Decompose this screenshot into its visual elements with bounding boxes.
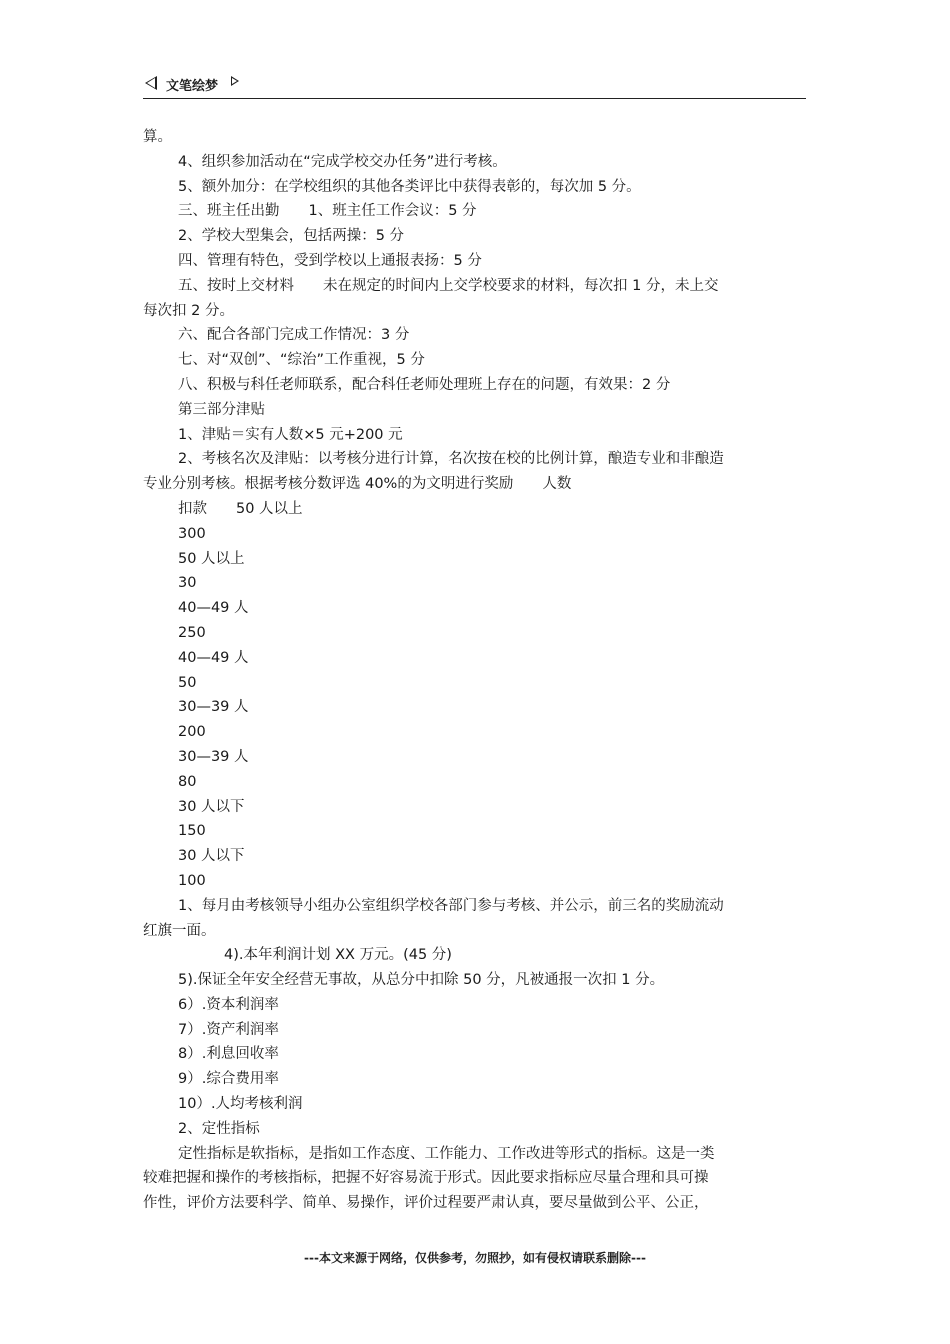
text-line: 专业分别考核。根据考核分数评选 40%的为文明进行奖励 人数 bbox=[143, 476, 572, 493]
text-line: 250 bbox=[178, 624, 206, 641]
text-line: 100 bbox=[178, 872, 206, 889]
text-line: 30 bbox=[178, 575, 197, 592]
header-brand: 文笔绘梦 bbox=[166, 79, 219, 94]
text-line: 四、管理有特色，受到学校以上通报表扬：5 分 bbox=[178, 252, 482, 269]
text-line: 7）.资产利润率 bbox=[178, 1021, 279, 1038]
text-line: 第三部分津贴 bbox=[178, 401, 265, 418]
text-line: 三、班主任出勤 1、班主任工作会议：5 分 bbox=[178, 203, 477, 220]
text-line: 300 bbox=[178, 525, 206, 542]
text-line: 6）.资本利润率 bbox=[178, 996, 279, 1013]
text-line: 9）.综合费用率 bbox=[178, 1071, 279, 1088]
text-line: 红旗一面。 bbox=[143, 922, 216, 939]
triangle-left-icon bbox=[145, 76, 157, 90]
text-line: 50 人以上 bbox=[178, 550, 245, 567]
text-line: 2、学校大型集会，包括两操：5 分 bbox=[178, 228, 405, 245]
text-line: 30 人以下 bbox=[178, 848, 245, 865]
text-line: 2、考核名次及津贴：以考核分进行计算，名次按在校的比例计算，酿造专业和非酿造 bbox=[178, 451, 724, 468]
triangle-right-icon bbox=[231, 76, 239, 86]
text-line: 算。 bbox=[143, 129, 172, 145]
document-body bbox=[143, 125, 806, 1216]
page-header bbox=[143, 70, 806, 99]
text-line: 150 bbox=[178, 823, 206, 840]
text-line: 4、组织参加活动在“完成学校交办任务”进行考核。 bbox=[178, 153, 507, 170]
text-line: 八、积极与科任老师联系，配合科任老师处理班上存在的问题，有效果：2 分 bbox=[178, 376, 671, 393]
text-line: 5、额外加分：在学校组织的其他各类评比中获得表彰的，每次加 5 分。 bbox=[178, 178, 641, 195]
text-line: 定性指标是软指标，是指如工作态度、工作能力、工作改进等形式的指标。这是一类 bbox=[178, 1145, 715, 1162]
text-line: 较难把握和操作的考核指标，把握不好容易流于形式。因此要求指标应尽量合理和具可操 bbox=[143, 1170, 709, 1187]
text-line: 扣款 50 人以上 bbox=[178, 500, 303, 517]
text-line: 五、按时上交材料 未在规定的时间内上交学校要求的材料，每次扣 1 分，未上交 bbox=[178, 277, 719, 294]
text-line: 30—39 人 bbox=[178, 748, 249, 765]
text-line: 作性，评价方法要科学、简单、易操作，评价过程要严肃认真，要尽量做到公平、公正， bbox=[143, 1195, 709, 1212]
text-line: 5).保证全年安全经营无事故，从总分中扣除 50 分，凡被通报一次扣 1 分。 bbox=[178, 972, 665, 989]
text-line: 六、配合各部门完成工作情况：3 分 bbox=[178, 327, 410, 344]
page-footer: ---本文来源于网络，仅供参考，勿照抄，如有侵权请联系删除--- bbox=[304, 1251, 646, 1265]
text-line: 40—49 人 bbox=[178, 600, 249, 617]
text-line: 每次扣 2 分。 bbox=[143, 302, 234, 319]
text-line: 2、定性指标 bbox=[178, 1120, 260, 1137]
text-line: 4).本年利润计划 XX 万元。(45 分) bbox=[224, 947, 452, 964]
text-line: 8）.利息回收率 bbox=[178, 1046, 279, 1063]
text-line: 10）.人均考核利润 bbox=[178, 1096, 303, 1113]
text-line: 30 人以下 bbox=[178, 798, 245, 815]
text-line: 80 bbox=[178, 773, 197, 790]
text-line: 1、每月由考核领导小组办公室组织学校各部门参与考核、并公示，前三名的奖励流动 bbox=[178, 897, 724, 914]
text-line: 200 bbox=[178, 724, 206, 741]
text-line: 1、津贴＝实有人数×5 元+200 元 bbox=[178, 426, 403, 443]
text-line: 30—39 人 bbox=[178, 699, 249, 716]
text-line: 40—49 人 bbox=[178, 649, 249, 666]
text-line: 七、对“双创”、“综治”工作重视，5 分 bbox=[178, 352, 425, 369]
text-line: 50 bbox=[178, 674, 197, 691]
